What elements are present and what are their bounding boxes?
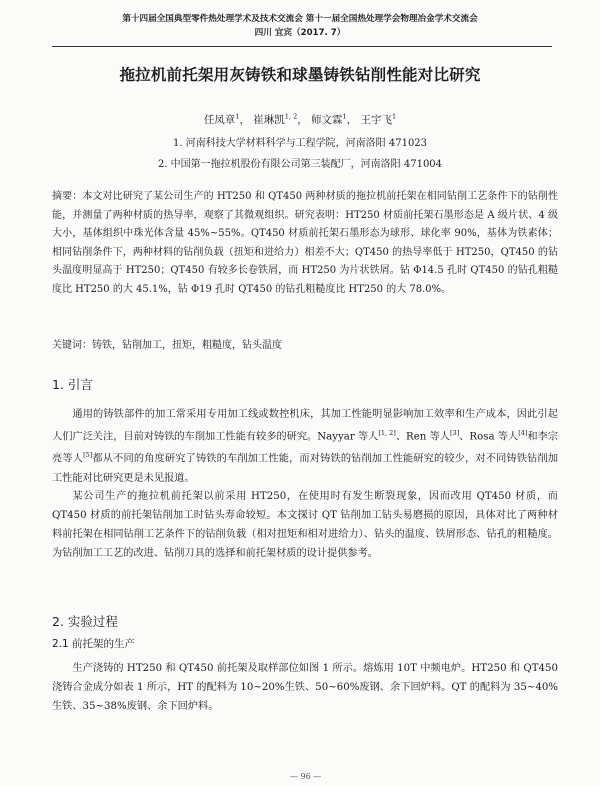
citation: [5] [83, 451, 93, 460]
intro-text: 、Ren 等人 [395, 431, 450, 443]
intro-paragraph-2: 某公司生产的拖拉机前托架以前采用 HT250，在使用时有发生断裂现象，因而改用 QT450 材质，而 QT450 材质的前托架钻削加工时钻头寿命较短。本文探讨 QT 钻削加工钻头易磨损的原因，具体对比了两种材料前托架在相同钻削工艺条件下的钻削负载（相对扭矩和相对进给力）、钻头的温度、铁屑形态、钻孔的粗糙度。为钻削加工工艺的改进、钻削刀具的选择和前托架材质的设计提供参考。 [52, 491, 558, 559]
citation: [1, 2] [378, 429, 396, 437]
conference-line-1: 第十四届全国典型零件热处理学术及技术交流会 第十一届全国热处理学会物理冶金学术交流会 [122, 14, 478, 24]
paper-title: 拖拉机前托架用灰铸铁和球墨铸铁钻削性能对比研究 [119, 66, 481, 84]
author-affiliation-mark: 1 [235, 112, 240, 121]
intro-paragraph-1 [52, 405, 558, 488]
intro-text: 和李宗亮等人 [52, 431, 559, 465]
section-heading-introduction: 1. 引言 [52, 377, 93, 392]
author-affiliation-mark: 1, 2 [284, 112, 298, 121]
conference-line-2: 四川 宜宾（2017. 7） [254, 28, 346, 38]
keywords [52, 336, 558, 351]
citation: [4] [518, 429, 528, 437]
page-number: — 96 — [290, 772, 322, 781]
author-affiliation-mark: 1 [392, 112, 397, 121]
experiment-paragraph-1: 生产浇铸的 HT250 和 QT450 前托架及取样部位如图 1 所示。熔炼用 10T 中频电炉。HT250 和 QT450 浇铸合金成分如表 1 所示，HT 的配料为 10~20%生铁、50~60%废钢、余下回炉料。QT 的配料为 35~40%生铁、35~38%废钢、余下回炉料。 [52, 663, 558, 712]
affiliation-2: 2. 中国第一拖拉机股份有限公司第三装配厂，河南洛阳 471004 [157, 159, 443, 170]
author-name: 任凤章 [203, 114, 236, 126]
abstract-text: 本文对比研究了某公司生产的 HT250 和 QT450 两种材质的拖拉机前托架在相同钻削工艺条件下的钻削性能，并测量了两种材质的热导率，观察了其微观组织。研究表明：HT250 材质前托架石墨形态是 A 级片状、4 级大小，基体组织中珠光体含量 45%~55%。QT450 材质前托架石墨形态为球形、球化率 90%，基体为铁素体；相同钻削条件下，两种材料的钻削负载（扭矩和进给力）相差不大；QT450 的热导率低于 HT250，QT450 的钻头温度明显高于 HT250；QT450 有较多长卷铁屑，而 HT250 为片状铁屑。钻 Φ14.5 孔时 QT450 的钻孔粗糙度比 HT250 的大 45.1%，钻 Φ19 孔时 QT450 的钻孔粗糙度比 HT250 的大 78.0%。 [52, 191, 558, 295]
keywords-label: 关键词： [52, 340, 92, 351]
section-heading-experiment: 2. 实验过程 [52, 614, 118, 629]
keywords-text: 铸铁，钻削加工，扭矩，粗糙度，钻头温度 [92, 340, 282, 351]
abstract [52, 188, 558, 299]
affiliation-1: 1. 河南科技大学材料科学与工程学院，河南洛阳 471023 [172, 138, 428, 149]
subsection-heading-production: 2.1 前托架的生产 [52, 638, 136, 650]
header-rule [52, 46, 552, 47]
author-name: 师文霖 [311, 114, 343, 126]
author-name: 王宇飞 [360, 114, 393, 126]
conference-header [0, 12, 600, 40]
intro-text: 都从不同的角度研究了铸铁的车削加工性能，而对铸铁的钻削加工性能研究的较少，对不同铸铁钻削加工性能对比研究更是未见报道。 [52, 453, 559, 484]
intro-text: 通用的铸铁部件的加工常采用专用加工线或数控机床，其加工性能明显影响加工效率和生产成本，因此引起人们广泛关注，目前对铸铁的车削加工性能有较多的研究。Nayyar 等人 [52, 409, 558, 443]
author-name: 崔琳凯 [253, 114, 285, 126]
citation: [3] [449, 429, 460, 437]
author-list: 任凤章$^1$， 崔琳凯$^{1, 2}$， 师文霖$^1$， 王宇飞$^1$ [203, 112, 397, 126]
abstract-label: 摘要： [52, 191, 83, 202]
author-affiliation-mark: 1 [342, 112, 347, 121]
intro-text: 、Rosa 等人 [459, 431, 519, 443]
